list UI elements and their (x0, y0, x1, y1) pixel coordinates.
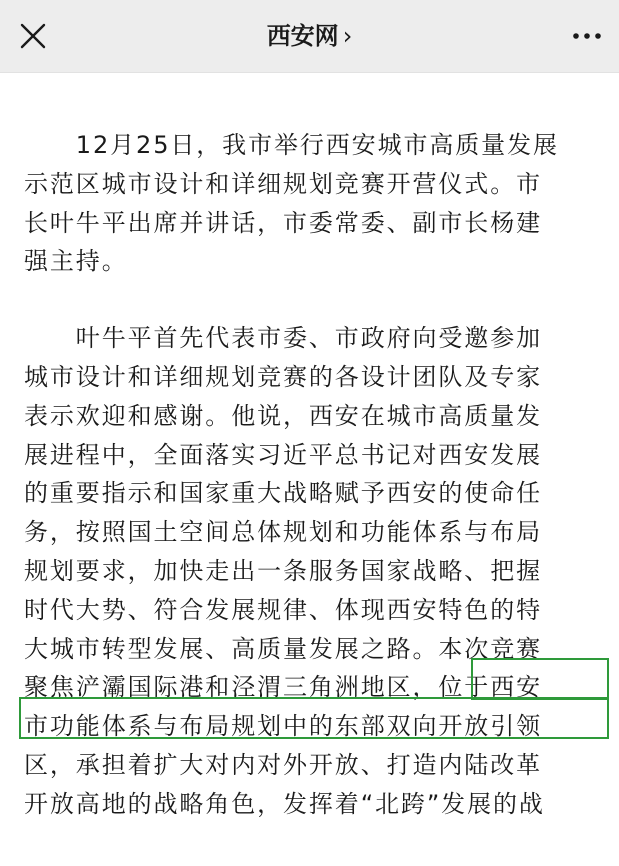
text-line: 市功能体系与布局规划中的东部双向开放引领 (24, 712, 542, 741)
article-body (24, 126, 602, 824)
paragraph-spacer (24, 281, 602, 319)
text-line: 的重要指示和国家重大战略赋予西安的使命任 (24, 479, 542, 508)
chevron-right-icon: › (342, 22, 353, 50)
text-line: 聚焦浐灞国际港和泾渭三角洲地区，位于西安 (24, 673, 542, 702)
text-line: 时代大势、符合发展规律、体现西安特色的特 (24, 595, 542, 624)
account-name: 西安网 (266, 22, 339, 50)
text-line: 长叶牛平出席并讲话，市委常委、副市长杨建 (24, 208, 542, 237)
article-paragraph-2 (24, 319, 602, 823)
top-nav-bar (0, 0, 619, 73)
text-line: 展进程中，全面落实习近平总书记对西安发展 (24, 440, 542, 469)
text-line: 区，承担着扩大对内对外开放、打造内陆改革 (24, 750, 542, 779)
account-title-link[interactable] (0, 18, 619, 54)
text-line: 表示欢迎和感谢。他说，西安在城市高质量发 (24, 401, 542, 430)
text-line: 示范区城市设计和详细规划竞赛开营仪式。市 (24, 169, 542, 198)
article-paragraph-1 (24, 126, 602, 281)
text-line: 开放高地的战略角色，发挥着“北跨”发展的战 (24, 789, 545, 818)
text-line: 强主持。 (24, 247, 128, 276)
text-line: 叶牛平首先代表市委、市政府向受邀参加 (24, 324, 542, 353)
text-line: 12月25日，我市举行西安城市高质量发展 (24, 131, 559, 159)
more-dots-icon[interactable] (571, 24, 603, 48)
text-line: 务，按照国土空间总体规划和功能体系与布局 (24, 518, 542, 547)
text-line: 大城市转型发展、高质量发展之路。本次竞赛 (24, 634, 542, 663)
text-line: 规划要求，加快走出一条服务国家战略、把握 (24, 556, 542, 585)
text-line: 城市设计和详细规划竞赛的各设计团队及专家 (24, 362, 542, 391)
